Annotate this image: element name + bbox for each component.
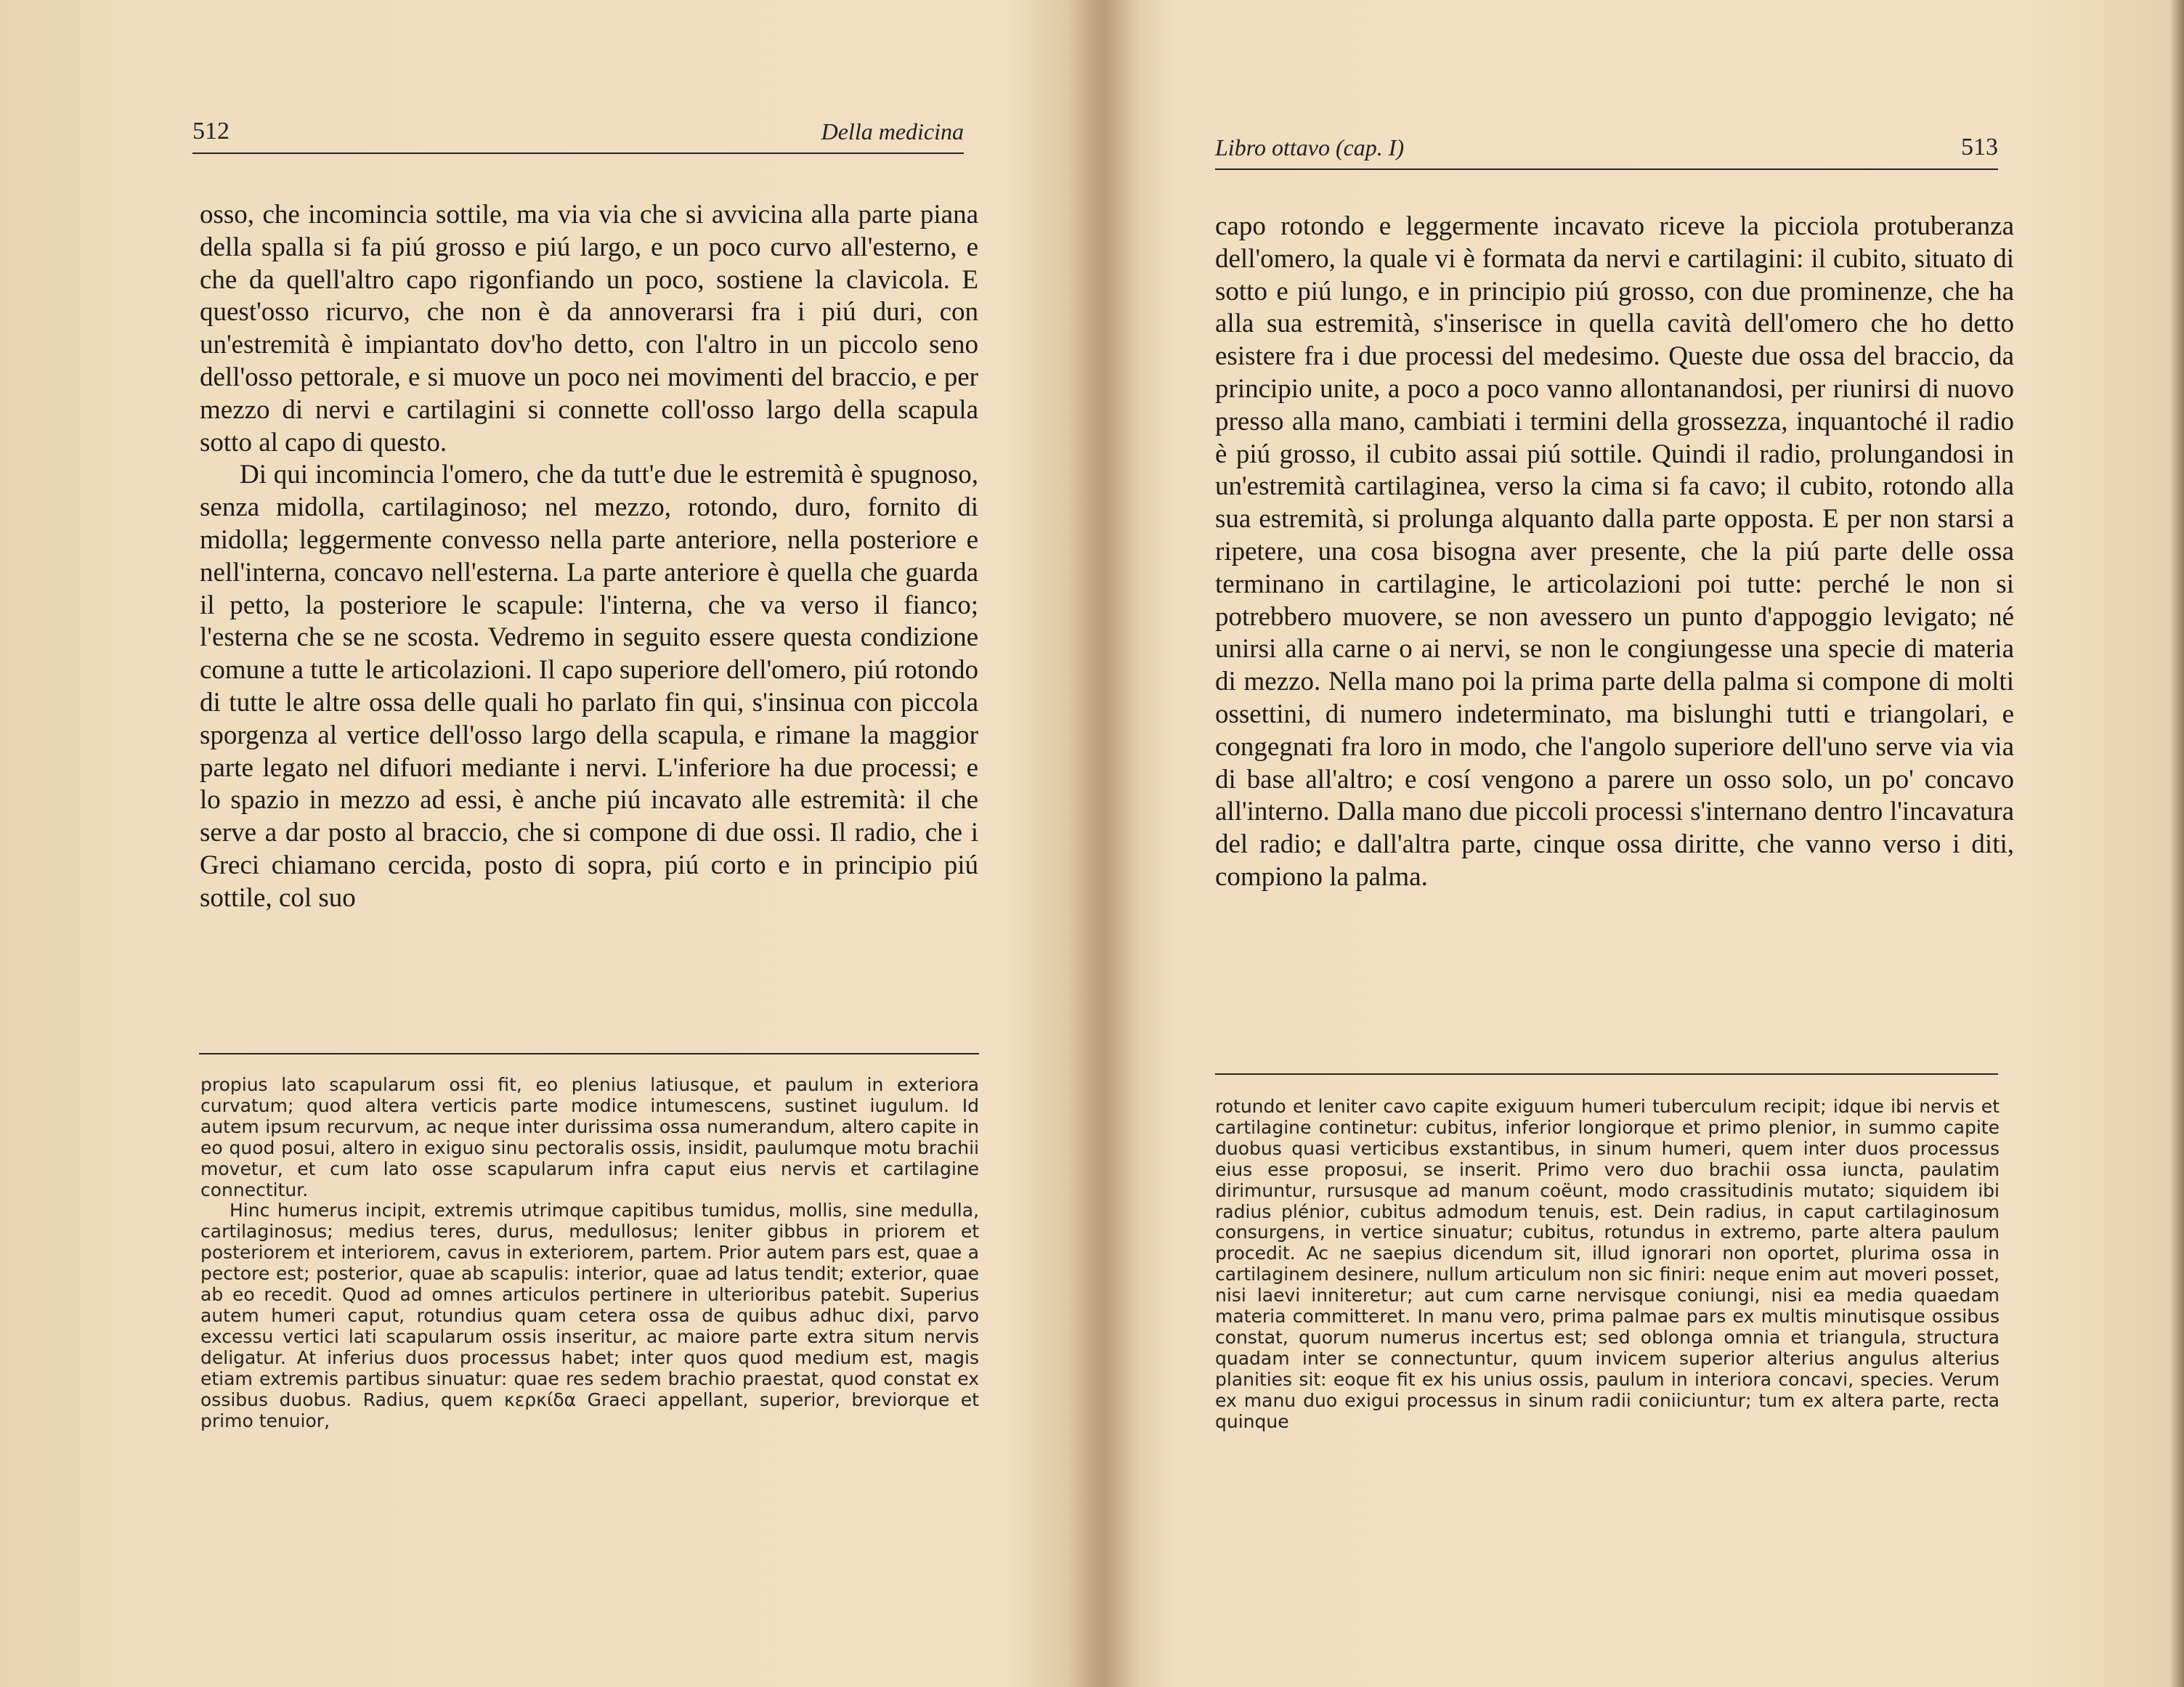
right-page-header [1215, 125, 1998, 170]
main-text [200, 199, 978, 915]
right-page [1095, 0, 2184, 1687]
paragraph: capo rotondo e leggermente incavato riceve la picciola protuberanza dell'omero, la quale vi è formata da nervi e cartilagini: il cubito, situato di sotto e piú lungo, e in principio piú grosso, con due prominenze, che ha alla sua estremità, s'inserisce in quella cavità dell'omero che ho detto esistere fra i due processi del medesimo. Queste due ossa del braccio, da principio unite, a poco a poco vanno allontanandosi, per riunirsi di nuovo presso alla mano, cambiati i termini della grossezza, inquantoché il radio è piú grosso, il cubito assai piú sottile. Quindi il radio, prolungandosi in un'estremità cartilaginea, verso la cima si fa cavo; il cubito, rotondo alla sua estremità, si prolunga alquanto dalla parte opposta. E per non starsi a ripetere, una cosa bisogna aver presente, che la piú parte delle ossa terminano in cartilagine, le articolazioni poi tutte: perché le non si potrebbero muovere, se non avessero un punto d'appoggio levigato; né unirsi alla carne o ai nervi, se non le congiungesse una specie di materia di mezzo. Nella mano poi la prima parte della palma si compone di molti ossettini, di numero indeterminato, ma bislunghi tutti e triangolari, e congegnati fra loro in modo, che l'angolo superiore dell'uno serve via via di base all'altro; e cosí vengono a parere un osso solo, un po' concavo all'interno. Dalla mano due piccoli processi s'internano dentro l'incavatura del radio; e dall'altra parte, cinque ossa diritte, che vanno verso i diti, compiono la palma. [1215, 211, 2014, 892]
running-head: Della medicina [821, 118, 964, 145]
latin-paragraph: rotundo et leniter cavo capite exiguum humeri tuberculum recipit; idque ibi nervis et cartilagine continetur: cubitus, inferior longiorque et primo plenior, in summo capite duobus quasi verticibus exstantibus, in sinum humeri, quem inter duos processus eius esse proposui, se inserit. Primo vero duo brachii ossa iuncta, paulatim dirimuntur, rursusque ad manum coëunt, modo crassitudinis mutato; siquidem ibi radius plénior, cubitus admodum tenuis, est. Dein radius, in caput cartilaginosum consurgens, in vertice sinuatur; cubitus, rotundus in extremo, parte altera paulum procedit. Ac ne saepius dicendum sit, illud ignorari non oportet, plurima ossa in cartilaginem desinere, nullum articulum non sic finiri: neque enim aut moveri posset, nisi laevi inniteretur; aut cum carne nervisque coniungi, nisi ea media quaedam materia committeret. In manu vero, prima palmae pars ex multis minutisque ossibus constat, quorum numerus incertus est; sed oblonga omnia et triangula, structura quadam inter se connectuntur, quum invicem superior alterius angulus alterius planities sit: eoque fit ex his unius ossis, paulum in interiora concavi, species. Verum ex manu duo exigui processus in sinum radii coniiciuntur; tum ex altera parte, recta quinque [1215, 1096, 2000, 1432]
latin-text [200, 1075, 979, 1431]
latin-paragraph: propius lato scapularum ossi fit, eo plenius latiusque, et paulum in exteriora curvatum; quod altera verticis parte modice intumescens, sustinet iugulum. Id autem ipsum recurvum, ac neque inter durissima ossa numerandum, altero capite in eo quod posui, altero in exiguo sinu pectoralis ossis, insidit, paulumque motu brachii movetur, et cum lato osse scapularum infra caput eius nervis et cartilagine connectitur. [200, 1074, 979, 1200]
left-page [0, 0, 1089, 1687]
main-text [1215, 211, 2014, 894]
left-page-header [192, 109, 964, 154]
footnote-rule [199, 1053, 979, 1054]
latin-text [1215, 1097, 2000, 1433]
paragraph: osso, che incomincia sottile, ma via via che si avvicina alla parte piana della spalla si fa piú grosso e piú largo, e un poco curvo all'esterno, e che da quell'altro capo rigonfiando un poco, sostiene la clavicola. E quest'osso ricurvo, che non è da annoverarsi fra i piú duri, con un'estremità è impiantato dov'ho detto, con l'altro in un piccolo seno dell'osso pettorale, e si muove un poco nei movimenti del braccio, e per mezzo di nervi e cartilagini si connette coll'osso largo della scapula sotto al capo di questo. [200, 200, 978, 458]
page-number: 512 [192, 118, 230, 145]
paragraph: Di qui incomincia l'omero, che da tutt'e due le estremità è spugnoso, senza midolla, cartilaginoso; nel mezzo, rotondo, duro, fornito di midolla; leggermente convesso nella parte anteriore, nella posteriore e nell'interna, concavo nell'esterna. La parte anteriore è quella che guarda il petto, la posteriore le scapule: l'interna, che va verso il fianco; l'esterna che se ne scosta. Vedremo in seguito essere questa condizione comune a tutte le articolazioni. Il capo superiore dell'omero, piú rotondo di tutte le altre ossa delle quali ho parlato fin qui, s'insinua con piccola sporgenza al vertice dell'osso largo della scapula, e rimane la maggior parte legato nel difuori mediante i nervi. L'inferiore ha due processi; e lo spazio in mezzo ad essi, è anche piú incavato alle estremità: il che serve a dar posto al braccio, che si compone di due ossi. Il radio, che i Greci chiamano cercida, posto di sopra, piú corto e in principio piú sottile, col suo [200, 460, 978, 913]
page-number: 513 [1961, 134, 1998, 160]
latin-paragraph: Hinc humerus incipit, extremis utrimque capitibus tumidus, mollis, sine medulla, cartilaginosus; medius teres, durus, medullosus; leniter gibbus in priorem et posteriorem et interiorem, cavus in exteriorem, partem. Prior autem pars est, quae a pectore est; posterior, quae ab scapulis: interior, quae ad latus tendit; exterior, quae ab eo recedit. Quod ad omnes articulos pertinere in ulterioribus patebit. Superius autem humeri caput, rotundius quam cetera ossa de quibus adhuc dixi, parvo excessu vertici lati scapularum ossis inseritur, ac maiore parte extra situm nervis deligatur. At inferius duos processus habet; inter quos quod medium est, magis etiam extremis partibus sinuatur: quae res sedem brachio praestat, quod constat ex ossibus duobus. Radius, quem κερκίδα Graeci appellant, superior, breviorque et primo tenuior, [200, 1200, 979, 1431]
footnote-rule [1215, 1073, 1998, 1075]
running-head: Libro ottavo (cap. I) [1215, 134, 1405, 160]
